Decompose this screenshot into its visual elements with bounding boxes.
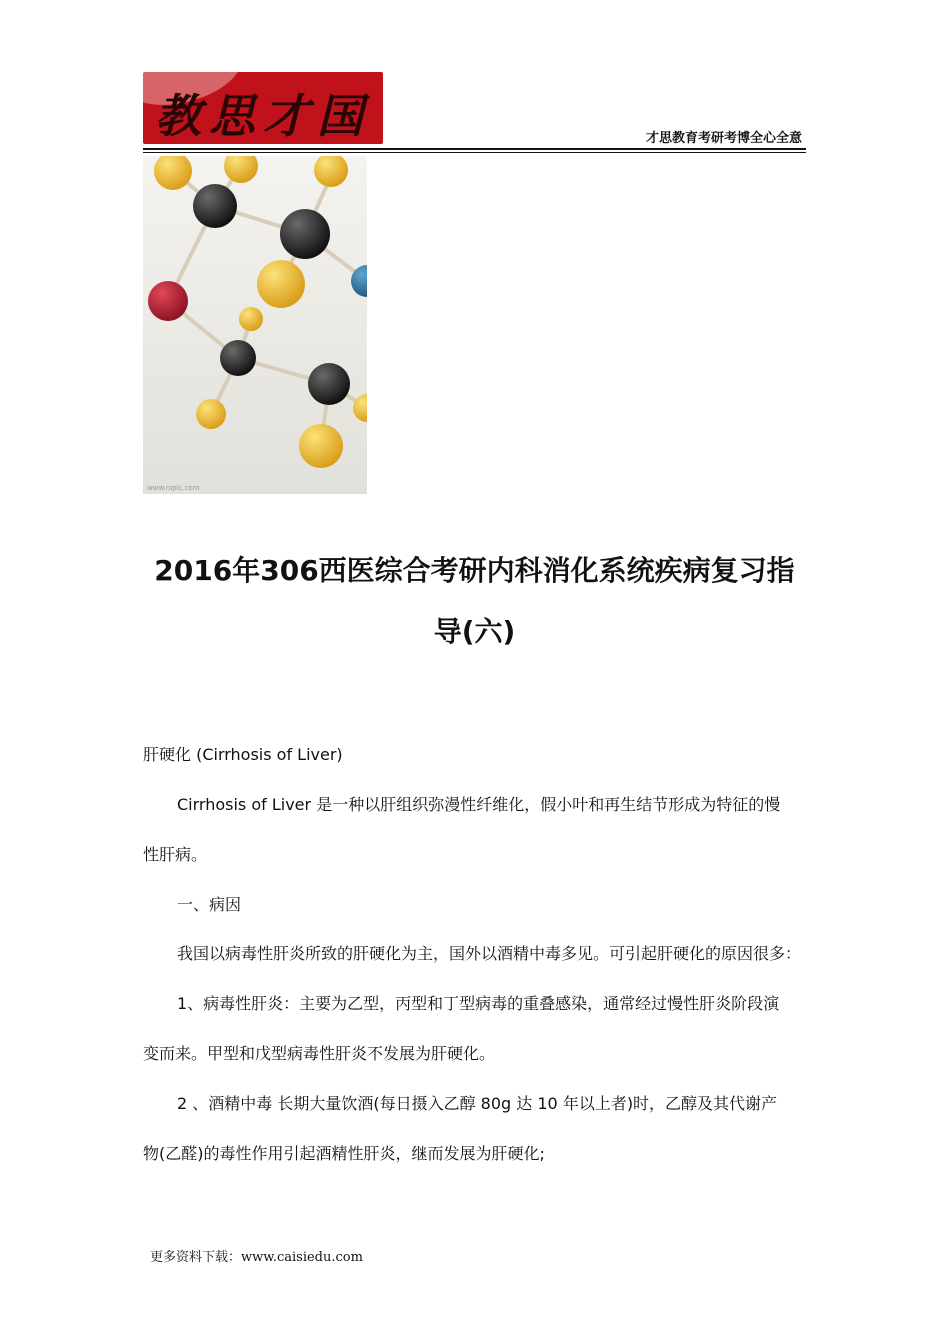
header-rule [143, 148, 806, 150]
header-rule-thin [143, 152, 806, 153]
paragraph-etiology-intro: 我国以病毒性肝炎所致的肝硬化为主，国外以酒精中毒多见。可引起肝硬化的原因很多： [177, 944, 802, 963]
footer-download-link[interactable]: 更多资料下载：www.caisiedu.com [150, 1250, 363, 1265]
paragraph-cause-1-line-1: 1、病毒性肝炎：主要为乙型，丙型和丁型病毒的重叠感染，通常经过慢性肝炎阶段演 [177, 994, 780, 1013]
paragraph-cause-1-line-2: 变而来。甲型和戊型病毒性肝炎不发展为肝硬化。 [143, 1044, 496, 1063]
paragraph-definition-line-2: 性肝病。 [143, 845, 208, 864]
header-slogan: 才思教育考研考博全心全意 [645, 131, 802, 146]
document-title-line-1: 2016年306西医综合考研内科消化系统疾病复习指 [154, 554, 795, 587]
document-title-line-2: 导(六) [433, 615, 516, 648]
logo-text: 教思才国 [155, 89, 371, 143]
section-heading-cirrhosis: 肝硬化 (Cirrhosis of Liver) [143, 745, 343, 764]
paragraph-cause-2-line-2: 物(乙醛)的毒性作用引起酒精性肝炎，继而发展为肝硬化; [143, 1144, 545, 1163]
paragraph-definition-line-1: Cirrhosis of Liver 是一种以肝组织弥漫性纤维化，假小叶和再生结节形成为特征的慢 [177, 795, 781, 814]
logo [143, 72, 383, 144]
paragraph-cause-2-line-1: 2 、酒精中毒 长期大量饮酒(每日摄入乙醇 80g 达 10 年以上者)时，乙醇及其代谢产 [177, 1094, 778, 1113]
section-heading-etiology: 一、病因 [177, 895, 242, 914]
image-watermark: www.nipic.com [147, 484, 200, 492]
molecule-model-image [143, 156, 367, 494]
